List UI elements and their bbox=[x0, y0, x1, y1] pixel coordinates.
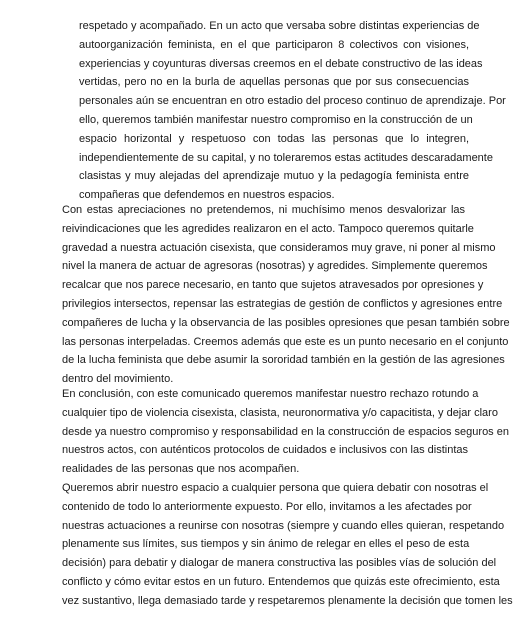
text-line: experiencias y coyunturas diversas creemos en el debate constructivo de las ideas bbox=[79, 57, 483, 70]
text-line: clasistas y muy alejadas del aprendizaje mutuo y la pedagogía feminista entre bbox=[79, 170, 469, 183]
text-line: nuestras actuaciones a reunirse con nosotras (siempre y cuando elles quieran, respetando bbox=[62, 519, 505, 532]
text-line: respetado y acompañado. En un acto que versaba sobre distintas experiencias de bbox=[79, 20, 480, 32]
text-line: vertidas, pero no en la burla de aquellas personas que por sus consecuencias bbox=[79, 76, 469, 89]
paragraph-apreciaciones bbox=[62, 201, 510, 389]
text-line: cualquier tipo de violencia cisexista, clasista, neuronormativa y/o capacitista, y dejar claro bbox=[62, 406, 498, 419]
text-line: desde ya nuestro compromiso y responsabilidad en la construcción de espacios seguros en bbox=[62, 425, 509, 438]
text-line: decisión) para debatir y dialogar de manera constructiva las posibles vías de solución del bbox=[62, 557, 497, 570]
text-line: conflicto y cómo evitar estos en un futuro. Entendemos que quizás este ofrecimiento, esta bbox=[62, 575, 500, 588]
text-line: independientemente de su capital, y no toleraremos estas actitudes descaradamente bbox=[79, 151, 493, 164]
text-line: Queremos abrir nuestro espacio a cualquier persona que quiera debatir con nosotras el bbox=[62, 482, 489, 494]
text-line: compañeras que defendemos en nuestros espacios. bbox=[79, 189, 335, 202]
paragraph-conclusion bbox=[62, 385, 509, 479]
text-line: privilegios intersectos, repensar las estrategias de gestión de conflictos y agresiones entre bbox=[62, 297, 503, 310]
text-line: compañeres de lucha y la observancia de las posibles opresiones que pesan también sobre bbox=[62, 316, 510, 329]
text-line: vez sustantivo, llega demasiado tarde y respetaremos plenamente la decisión que tomen les bbox=[62, 594, 513, 607]
text-line: Con estas apreciaciones no pretendemos, ni muchísimo menos desvalorizar las bbox=[62, 204, 465, 216]
text-line: nivel la manera de actuar de agresoras (nosotras) y agredides. Simplemente queremos bbox=[62, 260, 488, 273]
text-line: personales aún se encuentran en otro estadio del proceso continuo de aprendizaje. Por bbox=[79, 95, 506, 108]
text-line: recalcar que nos parece necesario, en tanto que sujetos atravesados por opresiones y bbox=[62, 279, 484, 292]
text-line: autoorganización feminista, en el que participaron 8 colectivos con visiones, bbox=[79, 38, 469, 51]
text-line: las personas interpeladas. Creemos además que este es un punto necesario en el conjunto bbox=[62, 335, 509, 348]
text-line: realidades de las personas que nos acompañen. bbox=[62, 463, 300, 476]
text-line: gravedad a nuestra actuación cisexista, que consideramos muy grave, ni poner al mismo bbox=[62, 241, 496, 254]
text-line: espacio horizontal y respetuoso con todas las personas que lo integren, bbox=[79, 132, 469, 145]
text-line: nuestros actos, con auténticos protocolos de cuidados e inclusivos con las distintas bbox=[62, 444, 469, 457]
text-line: reivindicaciones que les agredides realizaron en el acto. Tampoco queremos quitarle bbox=[62, 222, 474, 235]
text-line: dentro del movimiento. bbox=[62, 373, 174, 386]
text-line: contenido de todo lo anteriormente expuesto. Por ello, invitamos a les afectades por bbox=[62, 500, 472, 513]
text-line: ello, queremos también manifestar nuestro compromiso en la construcción de un bbox=[79, 113, 473, 126]
text-line: En conclusión, con este comunicado queremos manifestar nuestro rechazo rotundo a bbox=[62, 388, 479, 400]
text-line: plenamente sus límites, sus tiempos y sin ánimo de relegar en elles el peso de esta bbox=[62, 538, 470, 551]
paragraph-continued bbox=[79, 17, 506, 205]
text-line: de la lucha feminista que debe asumir la sororidad también en la gestión de las agresiones bbox=[62, 354, 505, 367]
paragraph-invitation bbox=[62, 479, 513, 611]
